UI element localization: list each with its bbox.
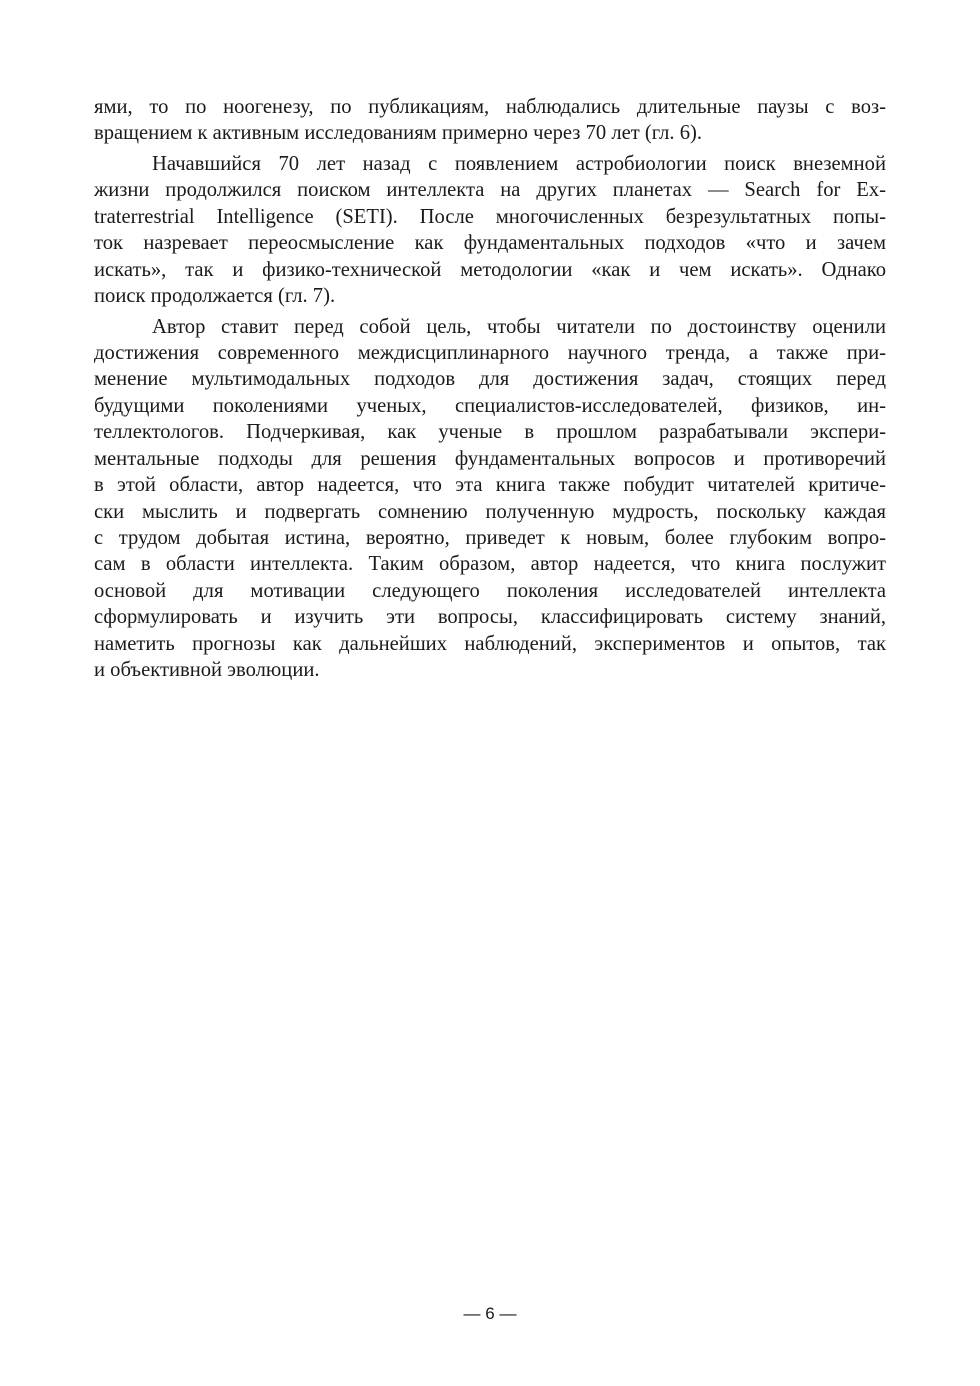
text-line: ток назревает переосмысление как фундаментальных подходов «что и зачем bbox=[94, 232, 886, 255]
text-line: Начавшийся 70 лет назад с появлением астробиологии поиск внеземной bbox=[152, 152, 886, 175]
paragraph-3 bbox=[94, 314, 886, 684]
text-line: поиск продолжается (гл. 7). bbox=[94, 285, 336, 308]
text-line: ски мыслить и подвергать сомнению полученную мудрость, поскольку каждая bbox=[94, 500, 886, 523]
body-text bbox=[94, 94, 886, 688]
text-line: основой для мотивации следующего поколения исследователей интеллекта bbox=[94, 579, 886, 602]
text-line: и объективной эволюции. bbox=[94, 659, 320, 682]
text-line: traterrestrial Intelligence (SETI). После многочисленных безрезультатных попы- bbox=[94, 205, 886, 228]
paragraph-2 bbox=[94, 151, 886, 310]
text-line: ментальные подходы для решения фундаментальных вопросов и противоречий bbox=[94, 447, 886, 470]
text-line: будущими поколениями ученых, специалистов-исследователей, физиков, ин- bbox=[94, 394, 886, 417]
paragraph-1 bbox=[94, 94, 886, 147]
text-line: ями, то по ноогенезу, по публикациям, наблюдались длительные паузы с воз- bbox=[94, 96, 886, 118]
text-line: наметить прогнозы как дальнейших наблюдений, экспериментов и опытов, так bbox=[94, 632, 886, 655]
text-line: сам в области интеллекта. Таким образом, автор надеется, что книга послужит bbox=[94, 553, 886, 576]
text-line: сформулировать и изучить эти вопросы, классифицировать систему знаний, bbox=[94, 606, 886, 629]
page-number: — 6 — bbox=[463, 1304, 517, 1323]
text-line: менение мультимодальных подходов для достижения задач, стоящих перед bbox=[94, 368, 886, 391]
text-line: Автор ставит перед собой цель, чтобы читатели по достоинству оценили bbox=[152, 315, 886, 338]
text-line: жизни продолжился поиском интеллекта на других планетах — Search for Ex- bbox=[94, 179, 886, 202]
text-line: с трудом добытая истина, вероятно, приведет к новым, более глубоким вопро- bbox=[94, 527, 886, 549]
text-line: теллектологов. Подчеркивая, как ученые в прошлом разрабатывали экспери- bbox=[94, 421, 886, 444]
text-line: достижения современного междисциплинарного научного тренда, а также при- bbox=[94, 341, 886, 364]
text-line: искать», так и физико-технической методологии «как и чем искать». Однако bbox=[94, 258, 886, 281]
text-line: вращением к активным исследованиям примерно через 70 лет (гл. 6). bbox=[94, 122, 703, 145]
text-line: в этой области, автор надеется, что эта книга также побудит читателей критиче- bbox=[94, 474, 886, 497]
